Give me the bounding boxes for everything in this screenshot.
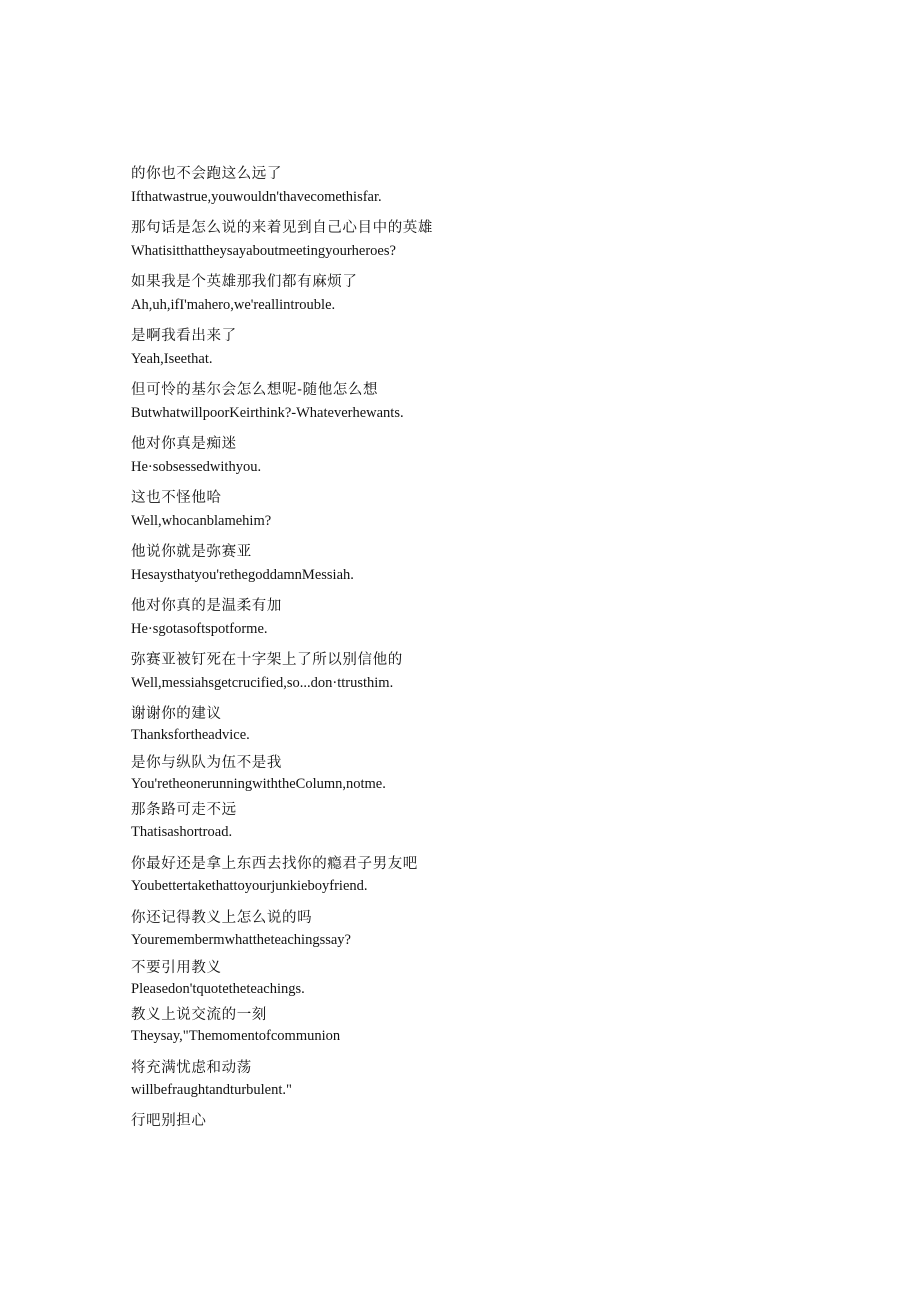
subtitle-line-en: Yeah,Iseethat.: [131, 351, 213, 367]
subtitle-line-zh: 你最好还是拿上东西去找你的瘾君子男友吧: [131, 856, 418, 872]
subtitle-line-zh: 如果我是个英雄那我们都有麻烦了: [131, 274, 358, 290]
subtitle-line-en: Thanksfortheadvice.: [131, 727, 250, 743]
subtitle-line-en: ButwhatwillpoorKeirthink?-Whateverhewants.: [131, 405, 404, 421]
subtitle-line-en: Whatisitthattheysayaboutmeetingyourheroes?: [131, 243, 396, 259]
subtitle-line-zh: 他对你真是痴迷: [131, 436, 237, 452]
subtitle-line-zh: 弥赛亚被钉死在十字架上了所以别信他的: [131, 652, 403, 668]
subtitle-line-en: Theysay,"Themomentofcommunion: [131, 1028, 341, 1044]
subtitle-line-en: Youbettertakethattoyourjunkieboyfriend.: [131, 878, 368, 894]
subtitle-line-en: He·sgotasoftspotforme.: [131, 621, 268, 637]
subtitle-line-zh: 不要引用教义: [131, 960, 222, 976]
subtitle-line-zh: 他说你就是弥赛亚: [131, 544, 252, 560]
subtitle-line-zh: 你还记得教义上怎么说的吗: [131, 910, 313, 926]
subtitle-line-zh: 是你与纵队为伍不是我: [131, 755, 282, 771]
subtitle-line-zh: 是啊我看出来了: [131, 328, 237, 344]
subtitle-line-en: Thatisashortroad.: [131, 824, 233, 840]
subtitle-line-zh: 他对你真的是温柔有加: [131, 598, 282, 614]
subtitle-line-zh: 那句话是怎么说的来着见到自己心目中的英雄: [131, 220, 433, 236]
subtitle-line-en: Well,whocanblamehim?: [131, 513, 272, 529]
subtitle-line-zh: 那条路可走不远: [131, 802, 237, 818]
subtitle-line-en: Ifthatwastrue,youwouldn'thavecomethisfar.: [131, 189, 382, 205]
subtitle-line-en: You'retheonerunningwiththeColumn,notme.: [131, 776, 386, 792]
subtitle-line-zh: 将充满忧虑和动荡: [131, 1060, 252, 1076]
subtitle-line-en: Youremembermwhattheteachingssay?: [131, 932, 351, 948]
subtitle-line-zh: 行吧别担心: [131, 1113, 207, 1129]
subtitle-line-zh: 这也不怪他哈: [131, 490, 222, 506]
subtitle-line-en: willbefraughtandturbulent.": [131, 1082, 292, 1098]
subtitle-line-zh: 的你也不会跑这么远了: [131, 166, 282, 182]
subtitle-line-en: Pleasedon'tquotetheteachings.: [131, 981, 305, 997]
subtitle-line-zh: 但可怜的基尔会怎么想呢-随他怎么想: [131, 382, 379, 398]
subtitle-line-zh: 教义上说交流的一刻: [131, 1007, 267, 1023]
subtitle-line-en: Ah,uh,ifI'mahero,we'reallintrouble.: [131, 297, 336, 313]
subtitle-line-en: He·sobsessedwithyou.: [131, 459, 262, 475]
subtitle-line-en: Well,messiahsgetcrucified,so...don·ttrusthim.: [131, 675, 394, 691]
subtitle-line-en: Hesaysthatyou'rethegoddamnMessiah.: [131, 567, 354, 583]
subtitle-line-zh: 谢谢你的建议: [131, 706, 222, 722]
